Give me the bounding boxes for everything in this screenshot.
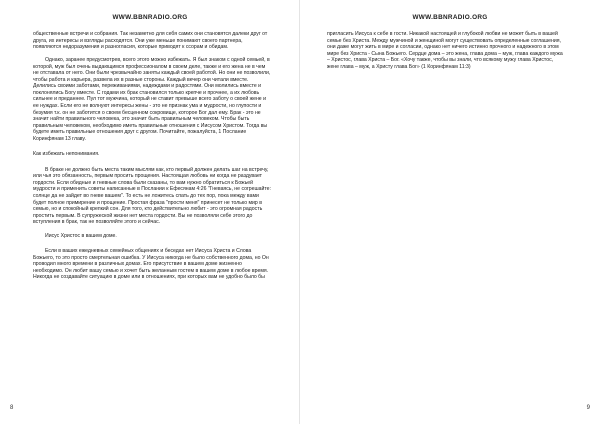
paragraph: Если в ваших ежедневных семейных общениях и беседах нет Иисуса Христа и Слова Божьего, то это просто смертельная ошибка. У Иисуса никогда не было собственного дома, но Он проводил много времени в различных домах. Его присутствие в вашем доме жизненно необходимо. Он любит вашу семью и хочет быть желанным гостем в вашем доме в любое время. Никогда не создавайте ситуацию в доме или в отношениях, при которых вам не удобно было бы xyxy=(33,248,269,281)
paragraph: пригласить Иисуса к себе в гости. Никакой настоящей и глубокой любви не может быть в вашей семье без Христа. Между мужчиной и женщиной могут существовать определенные соглашения, они даже могут жить в мире и согласии, однако нет ничего истинно прочного и надежного в этом мире без Христа - Сына Божьего. Сердце дома – это жена, глава дома – муж, глава каждого мужа – Христос, глава Христа – Бог. «Хочу также, чтобы вы знали, что всякому мужу глава Христос, жене глава – муж, а Христу глава Бог» (1 Коринфянам 11:3) xyxy=(327,31,563,70)
page-body xyxy=(33,31,271,281)
page-header: WWW.BBNRADIO.ORG xyxy=(112,14,188,21)
right-page xyxy=(300,0,600,424)
page-number: 8 xyxy=(10,405,14,411)
paragraph: общественные встречи и собрания. Так незаметно для себя самих они становятся далеки друг от друга, их интересы и взгляды расходятся. Они уже меньше понимают своего партнера, появляются недоразумения и разногласия, которые приводят к ссорам и обидам. xyxy=(33,31,268,51)
paragraph: В браке не должно быть места таким мыслям как, кто первый должен делать шаг на встречу, или чья это обязанность, первым просить прощения. Настоящая любовь ни когда не раздувает гордости. Если обидные и гневные слова были сказаны, то вам нужно обратиться к Божьей мудрости и применить советы написанные в Послании к Ефесянам 4:26 "Гневаясь, не согрешайте: солнце да не зайдет во гневе вашем". То есть не ложитесь спать до тех пор, пока между вами будет полное примирение и прощение. Простая фраза "прости меня" принесет не только мир в семью, но и спокойный крепкий сон. Для того, кто действительно любит - это огромная радость простить первым. В супружеской жизни нет места гордости. Вы не позволяли себе этого до вступления в брак, так не позволяйте этого и сейчас. xyxy=(33,166,271,226)
page-body xyxy=(327,31,565,70)
section-heading: Иисус Христос в вашем доме. xyxy=(45,232,117,239)
section-heading: Как избежать непонимания. xyxy=(33,151,100,158)
page-number: 9 xyxy=(586,405,590,411)
page-header: WWW.BBNRADIO.ORG xyxy=(412,14,488,21)
paragraph: Однако, заранее предусмотрев, всего этого можно избежать. Я был знаком с одной семьей, в которой, муж был очень выдающимся профессионалом в своем деле, также и его жена не в чем не отставала от него. Они были чрезвычайно заняты каждый своей работой. Но они не позволили, чтобы работа и карьера, развела их в разные стороны. Каждый вечер они читали вместе. Делились своими заботами, переживаниями, надеждами и радостями. Они молились вместе и поклонялись Богу вместе. С годами их брак становился только крепче и прочнее, а их любовь сильнее и преданнее. Пул тот мужчина, который не ставит превыше всего заботу о своей жене и ее нуждах. Если его не волнуют интересы жены - это не признак ума и мудрости, но глупости и безумия т.к. он не заботится о своем бесценном сокровище, которое Бог дал ему. Брак - это не значит найти правильного человека, это значит быть правильным человеком. Чтобы быть правильным человеком, необходимо иметь правильные отношения с Иисусом Христом. Тогда вы будете иметь правильные отношения друг с другом. Почитайте, пожалуйста, 1 Послание Коринфянам 13 главу. xyxy=(33,57,271,142)
